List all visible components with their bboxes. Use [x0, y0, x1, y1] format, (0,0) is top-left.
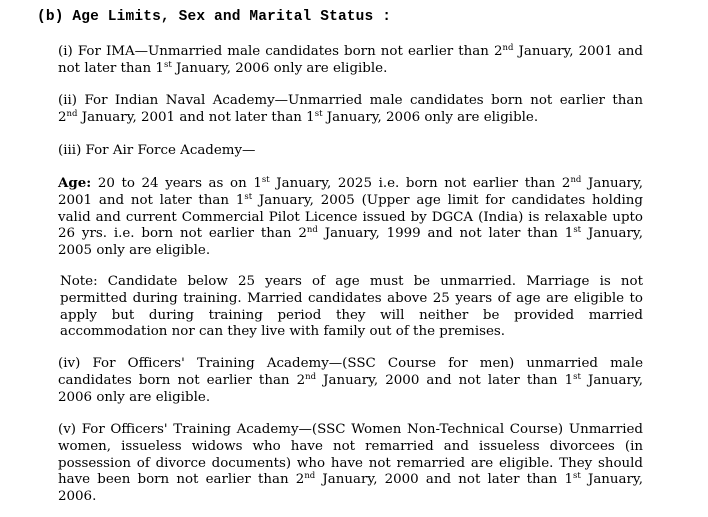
paragraph-ota-men	[58, 356, 643, 406]
paragraph-age	[58, 175, 643, 260]
text-line: permitted during training. Married candidates above 25 years of age are eligible to	[60, 290, 643, 306]
text-line: Age: 20 to 24 years as on 1st January, 2025 i.e. born not earlier than 2nd January,	[58, 175, 643, 191]
text-line: (ii) For Indian Naval Academy—Unmarried male candidates born not earlier than	[58, 93, 643, 108]
text-line: 2006.	[58, 489, 97, 505]
text-line: (i) For IMA—Unmarried male candidates born not earlier than 2nd January, 2001 and	[58, 43, 643, 59]
text-line: accommodation nor can they live with family out of the premises.	[60, 324, 506, 340]
text-line: not later than 1st January, 2006 only are eligible.	[58, 59, 388, 76]
text-line: candidates born not earlier than 2nd January, 2000 and not later than 1st January,	[58, 371, 643, 388]
text-line: women, issueless widows who have not remarried and issueless divorcees (in	[58, 438, 643, 454]
section-heading: (b) Age Limits, Sex and Marital Status :	[37, 9, 392, 25]
text-line: 2005 only are eligible.	[58, 243, 211, 259]
text-line: have been born not earlier than 2nd January, 2000 and not later than 1st January,	[58, 471, 643, 488]
text-line: (iii) For Air Force Academy—	[58, 143, 256, 158]
text-line: (v) For Officers' Training Academy—(SSC Women Non-Technical Course) Unmarried	[58, 422, 643, 437]
age-label: Age:	[58, 175, 92, 191]
text-line: (iv) For Officers' Training Academy—(SSC Course for men) unmarried male	[58, 356, 643, 371]
paragraph-air-force-title	[58, 143, 643, 160]
text-line: apply but during training period they will neither be provided married	[60, 307, 643, 323]
text-line: 2nd January, 2001 and not later than 1st January, 2006 only are eligible.	[58, 108, 539, 125]
text-line: Note: Candidate below 25 years of age must be unmarried. Marriage is not	[60, 274, 643, 289]
paragraph-note	[60, 274, 643, 341]
text-line: 2001 and not later than 1st January, 2005 (Upper age limit for candidates holding	[58, 191, 643, 208]
paragraph-ota-women	[58, 422, 643, 506]
text-line: possession of divorce documents) who have not remarried are eligible. They should	[58, 455, 643, 471]
paragraph-naval-academy	[58, 93, 643, 127]
text-line: 2006 only are eligible.	[58, 389, 211, 405]
paragraph-ima	[58, 44, 643, 78]
text-line: 26 yrs. i.e. born not earlier than 2nd January, 1999 and not later than 1st January,	[58, 225, 643, 242]
text-line: valid and current Commercial Pilot Licence issued by DGCA (India) is relaxable upto	[58, 209, 643, 225]
